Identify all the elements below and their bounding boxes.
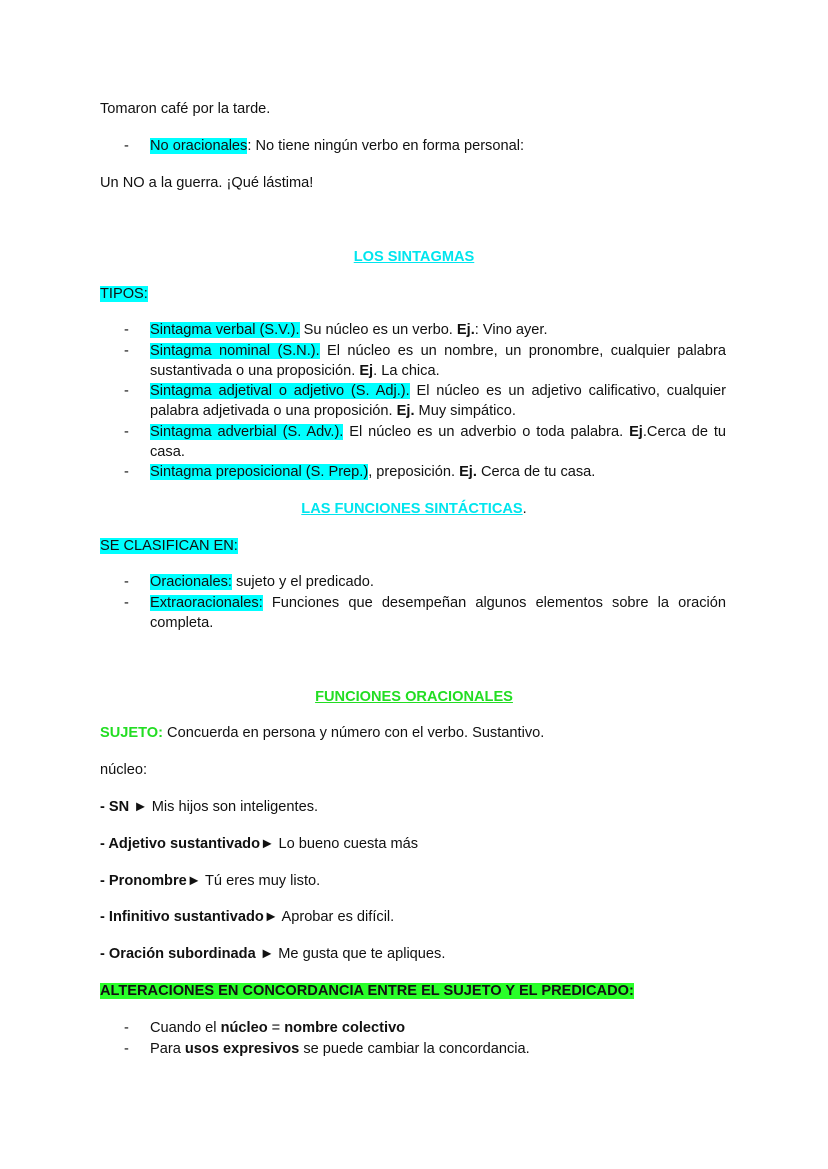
item-tail: : Vino ayer. [474, 322, 548, 338]
bullet-dash: - [124, 424, 129, 440]
example-marker: Ej [359, 363, 374, 380]
highlight-label: Sintagma nominal (S.N.). [150, 343, 320, 359]
list-item [150, 136, 524, 156]
list-item [150, 320, 726, 340]
bullet-dash: - [124, 595, 129, 611]
list-item [150, 1039, 530, 1059]
item-text: sujeto y el predicado. [231, 574, 374, 590]
item-text: se puede cambiar la concordancia. [299, 1041, 530, 1057]
arrow-icon: ► [263, 909, 279, 925]
section-heading: LOS SINTAGMAS [353, 249, 475, 265]
sujeto-text: Concuerda en persona y número con el verbo. Sustantivo. [163, 725, 545, 741]
item-label: - Oración subordinada [100, 946, 260, 962]
example-marker: Ej. [456, 322, 475, 338]
highlight-label: Sintagma preposicional (S. Prep.) [150, 464, 369, 480]
list-item [100, 907, 394, 927]
bullet-dash: - [124, 383, 129, 399]
arrow-icon: ► [260, 836, 275, 852]
list-item [150, 341, 726, 382]
item-tail: .Cerca de tu casa. [150, 424, 727, 461]
item-text: , preposición. [368, 464, 460, 480]
sujeto-label: SUJETO: [100, 725, 163, 741]
item-text: El núcleo es un adjetivo calificativo, cualquier palabra adjetivada o una proposición. [150, 383, 727, 420]
item-text: El núcleo es un adverbio o toda palabra. [343, 424, 630, 440]
highlight-label: Sintagma adjetival o adjetivo (S. Adj.). [150, 383, 410, 399]
item-text: Aprobar es difícil. [278, 909, 395, 925]
subheading [100, 536, 238, 556]
clasifican-label: SE CLASIFICAN EN: [100, 538, 238, 554]
bold-term: usos expresivos [184, 1041, 300, 1057]
item-text: = [267, 1020, 285, 1036]
tipos-label: TIPOS: [100, 286, 148, 302]
bold-term: núcleo [220, 1020, 268, 1036]
bullet-dash: - [124, 1020, 129, 1036]
arrow-icon: ► [133, 799, 148, 815]
subheading [100, 981, 634, 1001]
heading-period: . [522, 501, 527, 517]
bullet-dash: - [124, 322, 129, 338]
item-text: El núcleo es un nombre, un pronombre, cualquier palabra sustantivada o una proposición. [150, 343, 726, 380]
item-text: Me gusta que te apliques. [274, 946, 446, 962]
list-item [150, 572, 726, 592]
bullet-dash: - [124, 574, 129, 590]
heading-text: LAS FUNCIONES SINTÁCTICAS [301, 501, 523, 517]
bullet-dash: - [124, 343, 129, 359]
paragraph [100, 723, 544, 743]
item-tail: . La chica. [373, 363, 440, 380]
example-marker: Ej [629, 424, 643, 440]
list-item [150, 1018, 405, 1038]
list-item [100, 797, 318, 817]
highlight-label: No oracionales [150, 138, 248, 154]
list-item [100, 834, 418, 854]
subheading [100, 284, 148, 304]
list-item [150, 462, 726, 482]
list-item [100, 944, 445, 964]
bold-term: nombre colectivo [284, 1020, 406, 1036]
list-item [150, 381, 726, 422]
paragraph: Un NO a la guerra. ¡Qué lástima! [100, 175, 314, 191]
item-tail: Muy simpático. [414, 403, 516, 420]
item-label: - Infinitivo sustantivado [100, 909, 264, 925]
highlight-label: Sintagma verbal (S.V.). [150, 322, 300, 338]
highlight-label: Extraoracionales: [150, 595, 263, 611]
bullet-dash: - [124, 1041, 129, 1057]
bullet-dash: - [124, 464, 129, 480]
highlight-label: Oracionales: [150, 574, 232, 590]
item-label: - SN [100, 799, 134, 815]
example-marker: Ej. [459, 464, 477, 480]
item-text: : No tiene ningún verbo en forma personal: [247, 138, 524, 154]
item-text: Tú eres muy listo. [201, 873, 321, 889]
item-label: - Adjetivo sustantivado [100, 836, 261, 852]
item-text: Lo bueno cuesta más [274, 836, 419, 852]
bullet-dash: - [124, 138, 129, 154]
item-text: Su núcleo es un verbo. [299, 322, 457, 338]
item-text: Mis hijos son inteligentes. [147, 799, 319, 815]
highlight-label: Sintagma adverbial (S. Adv.). [150, 424, 344, 440]
section-heading [0, 499, 828, 519]
list-item [150, 593, 726, 634]
arrow-icon: ► [259, 946, 275, 962]
item-text: Cuando el [150, 1020, 221, 1036]
item-text: Funciones que desempeñan algunos elementos sobre la oración completa. [150, 595, 726, 632]
item-text: Para [150, 1041, 185, 1057]
item-tail: Cerca de tu casa. [476, 464, 596, 480]
list-item [100, 871, 320, 891]
paragraph: Tomaron café por la tarde. [100, 101, 271, 117]
list-item [150, 422, 726, 463]
item-label: - Pronombre [100, 873, 187, 889]
arrow-icon: ► [186, 873, 202, 889]
paragraph: núcleo: [100, 762, 148, 778]
alteraciones-label: ALTERACIONES EN CONCORDANCIA ENTRE EL SUJETO Y EL PREDICADO: [100, 983, 634, 999]
section-heading: FUNCIONES ORACIONALES [315, 689, 513, 705]
example-marker: Ej. [396, 403, 415, 420]
